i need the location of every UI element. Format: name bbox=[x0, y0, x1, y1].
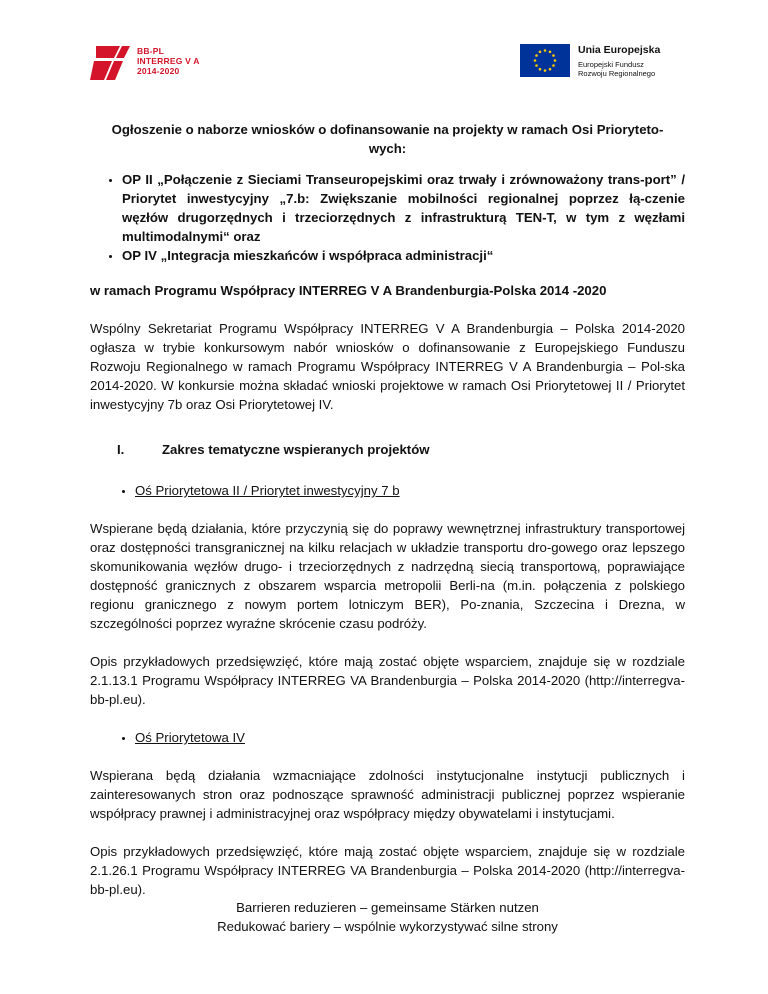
footer bbox=[90, 898, 685, 936]
eu-subtitle-line-2: Rozwoju Regionalnego bbox=[578, 69, 656, 78]
section-number: I. bbox=[117, 442, 125, 457]
axis2-heading: • Oś Priorytetowa II / Priorytet inwestycyjny 7 b bbox=[135, 481, 685, 500]
intro-paragraph: Wspólny Sekretariat Programu Współpracy INTERREG V A Brandenburgia – Polska 2014-2020 ogłasza w trybie konkursowym nabór wniosków o dofinansowanie z Europejskiego Funduszu Rozwoju Regionalnego w ramach Programu Współpracy INTERREG V A Brandenburgia – Pol-ska 2014-2020. W konkursie można składać wnioski projektowe w ramach Osi Priorytetowej II / Priorytet inwestycyjny 7b oraz Osi Priorytetowej IV. bbox=[90, 321, 685, 412]
eu-logo bbox=[520, 44, 690, 78]
document-body bbox=[90, 120, 685, 899]
interreg-logo-mark-icon bbox=[90, 44, 132, 82]
eu-subtitle-line-1: Europejski Fundusz bbox=[578, 60, 644, 69]
axis4-paragraph: Wspierana będą działania wzmacniające zdolności instytucjonalne instytucji publicznych i zainteresowanych stron oraz podnoszące sprawność administracji publicznej poprzez wspieranie współpracy prawnej i administracyjnej oraz współpracy między obywatelami i instytucjami. bbox=[90, 768, 685, 821]
footer-line-pl: Redukować bariery – wspólnie wykorzystywać silne strony bbox=[217, 919, 558, 934]
footer-line-de: Barrieren reduzieren – gemeinsame Stärken nutzen bbox=[236, 900, 539, 915]
priority-item-op4: • OP IV „Integracja mieszkańców i współpraca administracji“ bbox=[122, 246, 685, 265]
eu-title: Unia Europejska bbox=[578, 44, 661, 56]
section-title: Zakres tematyczne wspieranych projektów bbox=[162, 442, 430, 457]
logo-line-1: BB-PL bbox=[137, 46, 164, 56]
axis4-heading: • Oś Priorytetowa IV bbox=[135, 728, 685, 747]
logo-line-3: 2014-2020 bbox=[137, 66, 180, 76]
axis2-paragraph: Wspierane będą działania, które przyczynią się do poprawy wewnętrznej infrastruktury transportowej oraz dostępności transgranicznej na kilku relacjach w układzie transportu dro-gowego oraz lepszego skomunikowania węzłów drugo- i trzeciorzędnych z nadrzędną siecią transportową, poprawiające dostępność granicznych z obszarem wsparcia metropolii Berli-na (m.in. połączenia z polskiego regionu granicznego z nowym portem lotniczym BER), Po-znania, Szczecina i Drezna, w szczególności poprzez wyraźne skrócenie czasu podróży. bbox=[90, 521, 685, 631]
program-subtitle: w ramach Programu Współpracy INTERREG V A Brandenburgia-Polska 2014 -2020 bbox=[90, 283, 607, 298]
document-title: Ogłoszenie o naborze wniosków o dofinansowanie na projekty w ramach Osi Prioryteto-wych: bbox=[111, 122, 664, 156]
section-heading bbox=[90, 440, 685, 459]
eu-flag-icon bbox=[520, 44, 570, 77]
axis4-list bbox=[90, 728, 685, 747]
logo-line-2: INTERREG V A bbox=[137, 56, 200, 66]
eu-subtitle bbox=[578, 60, 655, 78]
priority-list bbox=[90, 170, 685, 265]
interreg-logo bbox=[90, 44, 220, 82]
axis2-examples: Opis przykładowych przedsięwzięć, które mają zostać objęte wsparciem, znajduje się w rozdziale 2.1.13.1 Programu Współpracy INTERREG VA Brandenburgia – Polska 2014-2020 (http://interregva-bb-pl.eu). bbox=[90, 654, 685, 707]
axis4-examples: Opis przykładowych przedsięwzięć, które mają zostać objęte wsparciem, znajduje się w rozdziale 2.1.26.1 Programu Współpracy INTERREG VA Brandenburgia – Polska 2014-2020 (http://interregva-bb-pl.eu). bbox=[90, 844, 685, 897]
axis2-list bbox=[90, 481, 685, 500]
priority-item-op2: • OP II „Połączenie z Sieciami Transeuropejskimi oraz trwały i zrównoważony trans-port” / Priorytet inwestycyjny „7.b: Zwiększanie mobilności regionalnej poprzez łą-czenie węzłów drugorzędnych i trzeciorzędnych z infrastrukturą TEN-T, w tym z węzłami multimodalnymi“ oraz bbox=[122, 170, 685, 246]
